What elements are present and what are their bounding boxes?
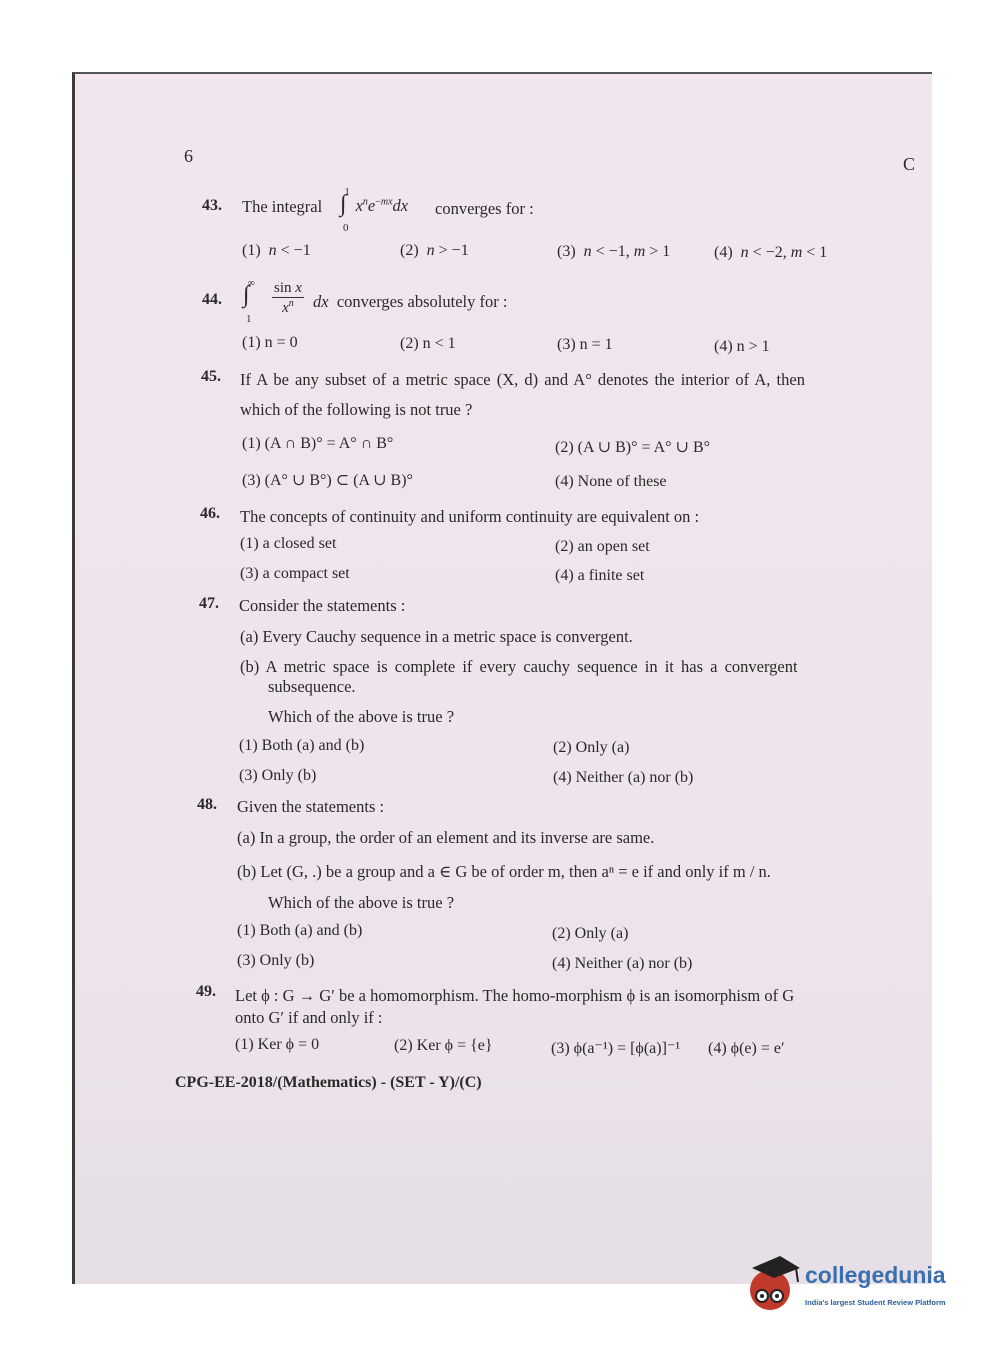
q48-statement-b: (b) Let (G, .) be a group and a ∈ G be of order m, then aⁿ = e if and only if m / n. (237, 862, 771, 881)
q45-number: 45. (201, 368, 221, 385)
q43-integral: ∫$^1$ $x^ne^{-mx}dx$ (340, 186, 409, 217)
q47-option-2: (2) Only (a) (553, 739, 630, 756)
mascot-icon (744, 1250, 804, 1320)
q48-option-1: (1) Both (a) and (b) (237, 922, 363, 939)
q49-option-1: (1) Ker ϕ = 0 (235, 1036, 320, 1053)
q49-line1: Let ϕ : G → G′ be a homomorphism. The homo-morphism ϕ is an isomorphism of G (235, 986, 795, 1005)
q45-option-4: (4) None of these (555, 473, 667, 490)
q47-option-1: (1) Both (a) and (b) (239, 737, 365, 754)
q48-number: 48. (197, 796, 217, 813)
q47-statement-b-line1: (b) A metric space is complete if every cauchy sequence in it has a convergent (240, 657, 798, 676)
q47-number: 47. (199, 595, 219, 612)
q44-integral: ∫∞ (243, 277, 255, 308)
q43-tail: converges for : (435, 199, 534, 218)
q48-option-2: (2) Only (a) (552, 925, 629, 942)
q44-option-3: (3) n = 1 (557, 336, 613, 353)
q46-option-2: (2) an open set (555, 538, 650, 555)
q44-option-4: (4) n > 1 (714, 338, 770, 355)
q49-option-3: (3) ϕ(a⁻¹) = [ϕ(a)]⁻¹ (551, 1040, 681, 1057)
q48-statement-a: (a) In a group, the order of an element and its inverse are same. (237, 828, 655, 847)
q46-option-1: (1) a closed set (240, 535, 337, 552)
q45-option-3: (3) (A° ∪ B°) ⊂ (A ∪ B)° (242, 472, 413, 489)
q45-line2: which of the following is not true ? (240, 400, 473, 419)
q46-option-4: (4) a finite set (555, 567, 645, 584)
page-number: 6 (184, 146, 193, 166)
q43-option-2: (2) n > −1 (400, 242, 469, 259)
logo-wordmark: collegedunia (805, 1262, 946, 1288)
q44-option-1: (1) n = 0 (242, 334, 298, 351)
q47-option-4: (4) Neither (a) nor (b) (553, 769, 694, 786)
q43-lower-limit: 0 (343, 222, 349, 234)
q48-stem: Given the statements : (237, 797, 385, 816)
q46-number: 46. (200, 505, 220, 522)
q47-statement-a: (a) Every Cauchy sequence in a metric space is convergent. (240, 627, 633, 646)
footer-paper-code: CPG-EE-2018/(Mathematics) - (SET - Y)/(C) (175, 1074, 482, 1091)
q49-option-2: (2) Ker ϕ = {e} (394, 1037, 493, 1054)
q43-option-3: (3) n < −1, m > 1 (557, 243, 671, 260)
q43-number: 43. (202, 197, 222, 214)
set-code: C (903, 154, 916, 174)
q43-option-1: (1) n < −1 (242, 242, 311, 259)
q47-question: Which of the above is true ? (268, 707, 455, 726)
q46-stem: The concepts of continuity and uniform continuity are equivalent on : (240, 507, 700, 526)
q49-line2: onto G′ if and only if : (235, 1008, 383, 1027)
q48-question: Which of the above is true ? (268, 893, 455, 912)
q44-tail: dx converges absolutely for : (313, 292, 508, 311)
q44-number: 44. (202, 291, 222, 308)
q47-stem: Consider the statements : (239, 596, 406, 615)
q44-lower-limit: 1 (246, 313, 252, 325)
q44-fraction: sin x $x^n$ (274, 280, 302, 316)
q47-statement-b-line2: subsequence. (268, 677, 356, 696)
q44-option-2: (2) n < 1 (400, 335, 456, 352)
logo-tagline: India's largest Student Review Platform (805, 1298, 946, 1307)
q45-option-2: (2) (A ∪ B)° = A° ∪ B° (555, 439, 711, 456)
q47-option-3: (3) Only (b) (239, 767, 317, 784)
q45-option-1: (1) (A ∩ B)° = A° ∩ B° (242, 435, 394, 452)
q49-option-4: (4) ϕ(e) = e′ (708, 1040, 785, 1057)
q48-option-3: (3) Only (b) (237, 952, 315, 969)
q46-option-3: (3) a compact set (240, 565, 350, 582)
q43-option-4: (4) n < −2, m < 1 (714, 244, 828, 261)
q43-lead: The integral (242, 197, 323, 216)
q45-line1: If A be any subset of a metric space (X, d) and A° denotes the interior of A, then (240, 370, 805, 389)
q49-number: 49. (196, 983, 216, 1000)
q48-option-4: (4) Neither (a) nor (b) (552, 955, 693, 972)
